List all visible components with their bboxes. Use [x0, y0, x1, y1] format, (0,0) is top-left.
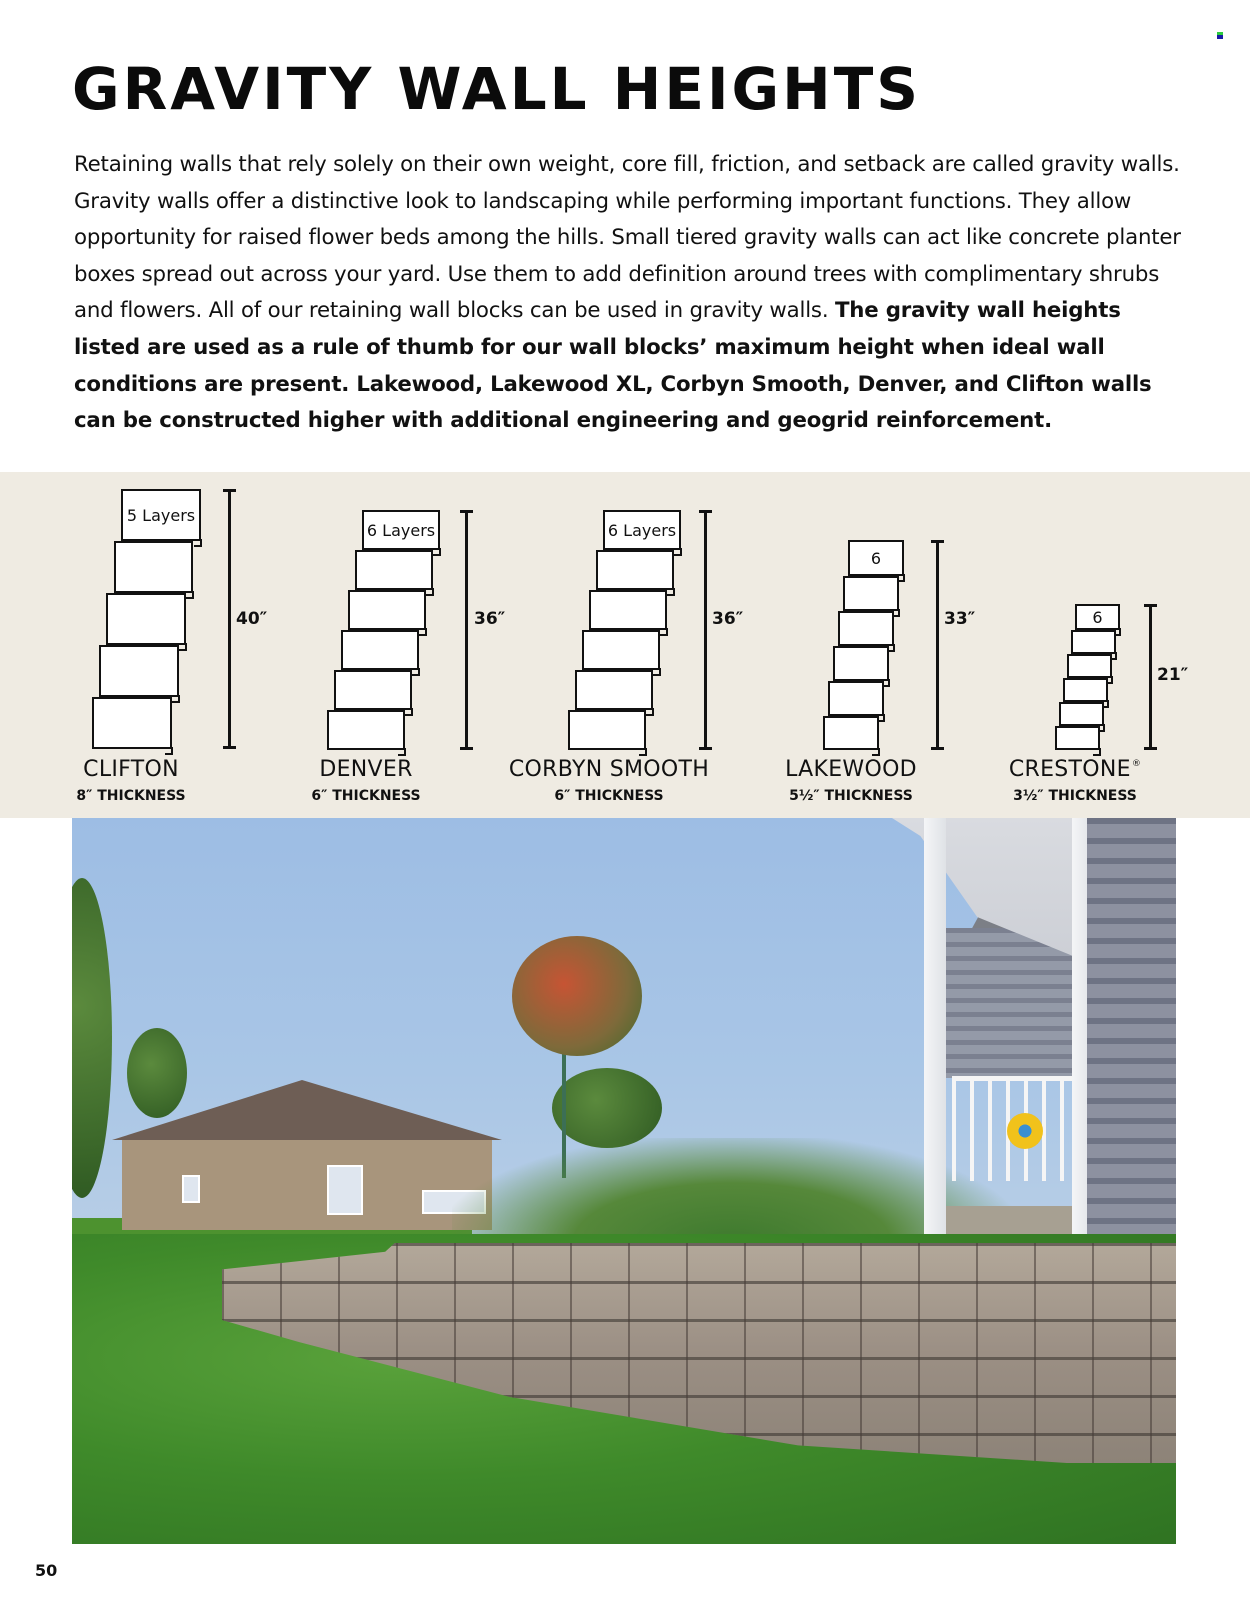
landscape-photo [72, 818, 1176, 1544]
wall-crestone [0, 472, 1250, 818]
product-name-text: CRESTONE [1008, 757, 1131, 782]
block [1071, 630, 1116, 654]
product-name: DENVER [319, 757, 413, 782]
intro-bold-text: The gravity wall heights listed are used as a rule of thumb for our wall blocks’ maximum height when ideal wall conditions are present. Lakewood, Lakewood XL, Corbyn Smooth, Denver, and Clifton walls can be constructed higher with additional engineering and geogrid reinforcement. [74, 298, 1152, 434]
height-label: 36″ [712, 609, 744, 629]
layers-label: 6 [870, 548, 882, 568]
height-label: 33″ [944, 609, 976, 629]
thickness-label: 6″ THICKNESS [554, 788, 664, 804]
layers-label: 6 Layers [607, 520, 677, 540]
layers-label: 6 [1092, 607, 1103, 627]
photo-neighbor-house [112, 1080, 502, 1230]
height-label: 40″ [236, 609, 268, 629]
block [1067, 654, 1112, 678]
thickness-label: 5½″ THICKNESS [789, 788, 913, 804]
block [1063, 678, 1108, 702]
wall-height-diagram [0, 472, 1250, 818]
photo-red-tree [512, 936, 642, 1056]
corner-color-mark [1217, 32, 1223, 39]
product-name: CORBYN SMOOTH [508, 757, 710, 782]
page-number: 50 [35, 1561, 58, 1580]
layers-label: 6 Layers [366, 520, 436, 540]
thickness-label: 8″ THICKNESS [76, 788, 186, 804]
product-name [1009, 757, 1141, 782]
intro-regular-text: Retaining walls that rely solely on their own weight, core fill, friction, and setback are called gravity walls. Gravity walls offer a distinctive look to landscaping while performing important functions. They allow opportunity for raised flower beds among the hills. Small tiered gravity walls can act like concrete planter boxes spread out across your yard. Use them to add definition around trees with complimentary shrubs and flowers. All of our retaining wall blocks can be used in gravity walls. [74, 152, 1181, 324]
photo-garden-spinner [1007, 1113, 1043, 1149]
thickness-label: 6″ THICKNESS [311, 788, 421, 804]
height-label: 21″ [1157, 665, 1189, 685]
block-top-crestone [1075, 604, 1120, 630]
height-dimension-line [1149, 604, 1152, 750]
block [1055, 726, 1100, 750]
registered-mark: ® [1131, 759, 1142, 769]
page-title: GRAVITY WALL HEIGHTS [72, 55, 922, 123]
layers-label: 5 Layers [126, 505, 196, 525]
photo-tree [552, 1068, 662, 1148]
product-name: CLIFTON [83, 757, 179, 782]
height-label: 36″ [474, 609, 506, 629]
thickness-label: 3½″ THICKNESS [1013, 788, 1137, 804]
block [1059, 702, 1104, 726]
photo-tree [72, 878, 112, 1198]
product-name: LAKEWOOD [785, 757, 917, 782]
intro-paragraph [74, 147, 1184, 440]
